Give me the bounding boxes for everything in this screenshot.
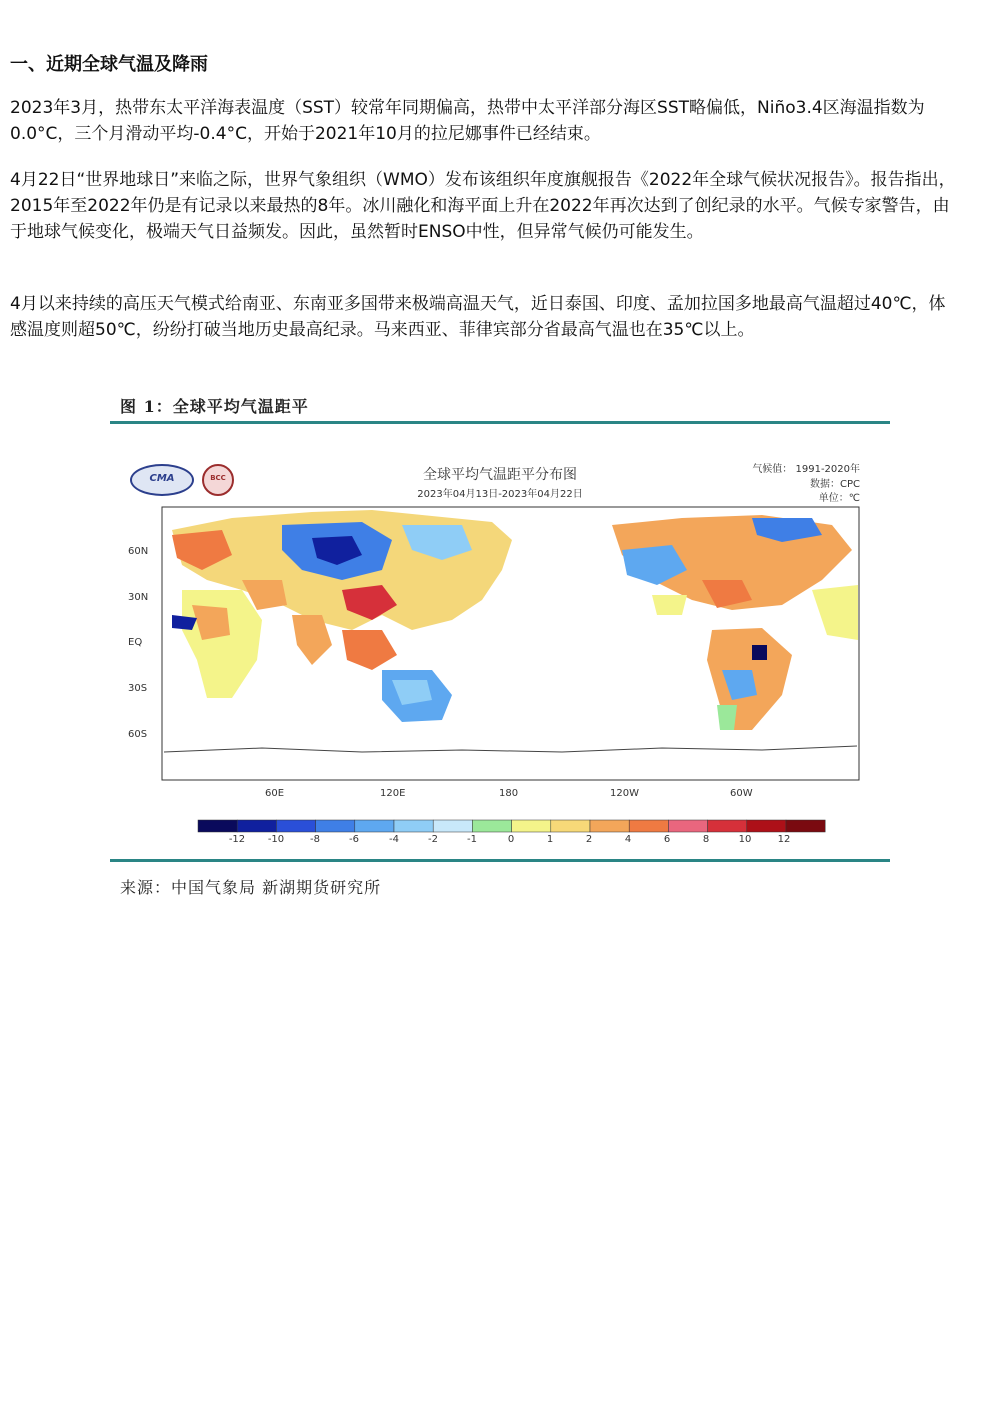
colorbar-label: -4 xyxy=(389,834,399,845)
lon-label-60w: 60W xyxy=(730,788,753,799)
lon-label-60e: 60E xyxy=(265,788,285,799)
colorbar-label: 4 xyxy=(624,834,632,845)
colorbar-label: -2 xyxy=(428,834,438,845)
figure-caption: 图 1：全球平均气温距平 xyxy=(120,397,309,416)
colorbar-label: -6 xyxy=(349,834,359,845)
colorbar-label: 2 xyxy=(585,834,593,845)
lat-label-60s: 60S xyxy=(128,729,148,740)
lon-label-120w: 120W xyxy=(610,788,639,799)
colorbar-swatch xyxy=(472,820,511,832)
map-data-source: 数据：CPC xyxy=(810,479,860,490)
colorbar-label: -12 xyxy=(228,834,246,845)
figure-top-rule xyxy=(110,421,890,424)
colorbar-label: 10 xyxy=(738,834,752,845)
colorbar-swatch xyxy=(551,820,590,832)
map-date-range: 2023年04月13日-2023年04月22日 xyxy=(417,489,583,500)
lon-label-120e: 120E xyxy=(380,788,406,799)
map-unit: 单位：℃ xyxy=(818,493,860,504)
colorbar-label: 8 xyxy=(702,834,710,845)
figure-bottom-rule xyxy=(110,859,890,862)
colorbar-label: 6 xyxy=(663,834,671,845)
colorbar-swatch xyxy=(316,820,355,832)
map-climate-baseline: 气候值： 1991-2020年 xyxy=(752,464,860,475)
colorbar-swatch xyxy=(276,820,315,832)
colorbar-swatch xyxy=(629,820,668,832)
paragraph-wmo-report: 4月22日“世界地球日”来临之际，世界气象组织（WMO）发布该组织年度旗舰报告《2022年全球气候状况报告》。报告指出，2015年至2022年仍是有记录以来最热的8年。冰川融化和海平面上升在2022年再次达到了创纪录的水平。气候专家警告，由于地球气候变化，极端天气日益频发。因此，虽然暂时ENSO中性，但异常气候仍可能发生。 xyxy=(10,170,956,242)
bcc-logo: BCC xyxy=(202,464,234,496)
colorbar-label: -10 xyxy=(267,834,285,845)
figure-source: 来源：中国气象局 新湖期货研究所 xyxy=(120,878,382,897)
cma-logo: CMA xyxy=(130,464,194,496)
colorbar-swatch xyxy=(355,820,394,832)
paragraph-sst: 2023年3月，热带东太平洋海表温度（SST）较常年同期偏高，热带中太平洋部分海区SST略偏低，Niño3.4区海温指数为0.0°C，三个月滑动平均-0.4°C，开始于2021年10月的拉尼娜事件已经结束。 xyxy=(10,98,925,144)
map-title: 全球平均气温距平分布图 xyxy=(423,467,577,483)
colorbar-label: -1 xyxy=(467,834,477,845)
colorbar-swatch xyxy=(590,820,629,832)
colorbar-swatch xyxy=(237,820,276,832)
colorbar-swatch xyxy=(512,820,551,832)
section-heading: 一、近期全球气温及降雨 xyxy=(10,54,208,75)
temperature-anomaly-map-figure xyxy=(112,430,888,854)
colorbar-swatch xyxy=(433,820,472,832)
colorbar-swatch xyxy=(708,820,747,832)
lat-label-60n: 60N xyxy=(128,546,149,557)
colorbar-swatch xyxy=(394,820,433,832)
lat-label-eq: EQ xyxy=(128,637,143,648)
colorbar-label: 12 xyxy=(777,834,791,845)
colorbar-label: 0 xyxy=(507,834,515,845)
lat-label-30n: 30N xyxy=(128,592,149,603)
colorbar-swatch xyxy=(198,820,237,832)
colorbar-label: 1 xyxy=(546,834,554,845)
colorbar-swatch xyxy=(668,820,707,832)
colorbar-swatch xyxy=(786,820,825,832)
colorbar-label: -8 xyxy=(310,834,320,845)
lat-label-30s: 30S xyxy=(128,683,148,694)
paragraph-heatwave: 4月以来持续的高压天气模式给南亚、东南亚多国带来极端高温天气，近日泰国、印度、孟加拉国多地最高气温超过40℃，体感温度则超50℃，纷纷打破当地历史最高纪录。马来西亚、菲律宾部分省最高气温也在35℃以上。 xyxy=(10,294,946,340)
lon-label-180: 180 xyxy=(499,788,519,799)
colorbar-swatch xyxy=(747,820,786,832)
